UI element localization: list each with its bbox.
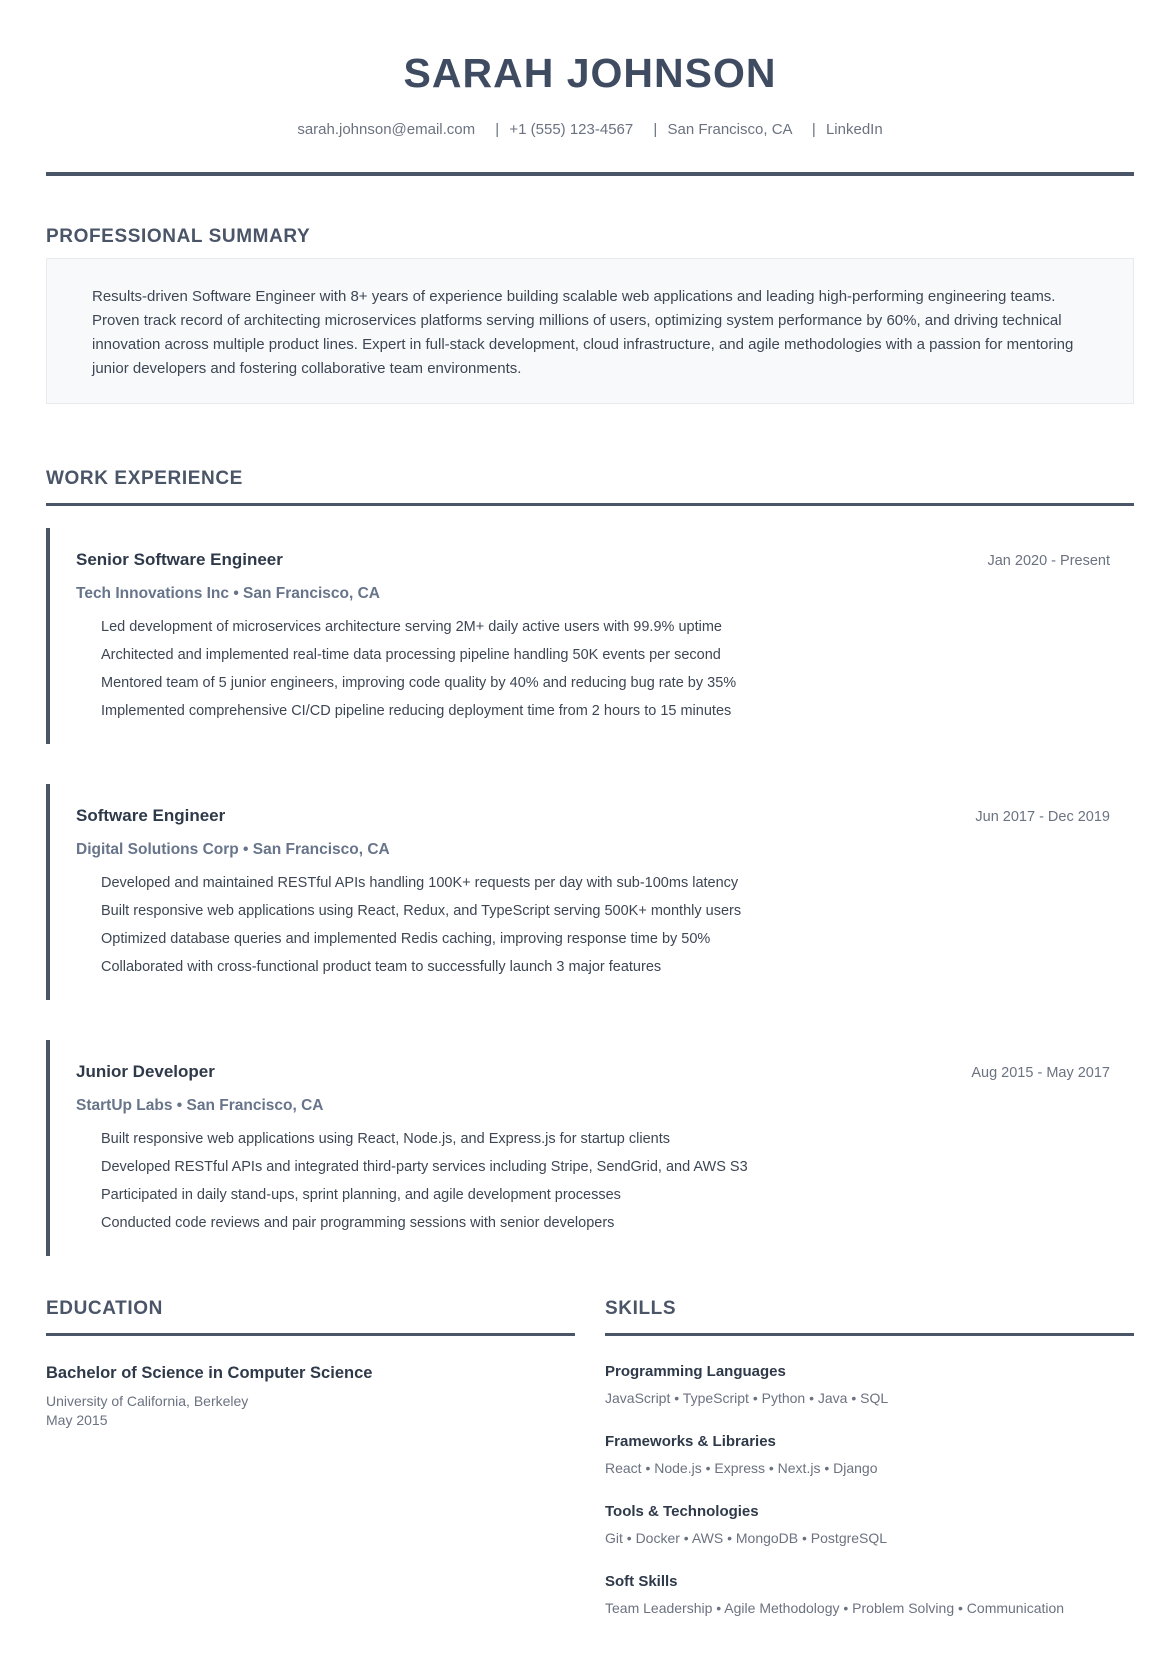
skill-group-label: Soft Skills bbox=[605, 1573, 678, 1590]
experience-heading: WORK EXPERIENCE bbox=[46, 468, 1134, 506]
bullet-item: Optimized database queries and implemented Redis caching, improving response time by 50% bbox=[101, 931, 711, 947]
job-bullets bbox=[76, 619, 1110, 720]
contact-separator: | bbox=[653, 121, 658, 138]
job-title: Software Engineer bbox=[76, 806, 226, 825]
contact-line bbox=[46, 121, 1134, 138]
resume-header bbox=[46, 50, 1134, 176]
summary-box bbox=[46, 258, 1134, 404]
skills-heading: SKILLS bbox=[605, 1298, 1134, 1336]
summary-heading: PROFESSIONAL SUMMARY bbox=[46, 226, 311, 247]
contact-phone: +1 (555) 123-4567 bbox=[509, 121, 634, 138]
job-company: Tech Innovations Inc • San Francisco, CA bbox=[76, 585, 381, 602]
job-dates: Aug 2015 - May 2017 bbox=[971, 1065, 1110, 1081]
contact-separator: | bbox=[811, 121, 816, 138]
job-header bbox=[76, 550, 1110, 570]
degree-title: Bachelor of Science in Computer Science bbox=[46, 1364, 373, 1382]
job-bullets bbox=[76, 1131, 1110, 1232]
contact-linkedin-link[interactable]: LinkedIn bbox=[825, 121, 883, 138]
job-company: StartUp Labs • San Francisco, CA bbox=[76, 1097, 324, 1114]
bullet-item: Led development of microservices architecture serving 2M+ daily active users with 99.9% uptime bbox=[101, 619, 722, 635]
bullet-item: Collaborated with cross-functional product team to successfully launch 3 major features bbox=[101, 959, 662, 975]
skill-group-items: JavaScript • TypeScript • Python • Java • SQL bbox=[605, 1390, 889, 1406]
bullet-item: Mentored team of 5 junior engineers, improving code quality by 40% and reducing bug rate by 35% bbox=[101, 675, 737, 691]
summary-section bbox=[46, 226, 1134, 404]
bullet-item: Developed and maintained RESTful APIs handling 100K+ requests per day with sub-100ms latency bbox=[101, 875, 739, 891]
job-list bbox=[46, 528, 1134, 1256]
skills-section bbox=[605, 1298, 1134, 1616]
skill-group-items: Team Leadership • Agile Methodology • Problem Solving • Communication bbox=[605, 1600, 1065, 1616]
bullet-item: Architected and implemented real-time data processing pipeline handling 50K events per second bbox=[101, 647, 721, 663]
skill-group bbox=[605, 1573, 1134, 1616]
job-company: Digital Solutions Corp • San Francisco, CA bbox=[76, 841, 390, 858]
job-title: Junior Developer bbox=[76, 1062, 215, 1081]
job-entry bbox=[46, 528, 1134, 744]
education-section bbox=[46, 1298, 575, 1616]
job-header bbox=[76, 1062, 1110, 1082]
contact-email: sarah.johnson@email.com bbox=[297, 121, 476, 138]
graduation-date: May 2015 bbox=[46, 1412, 108, 1428]
skill-group-label: Frameworks & Libraries bbox=[605, 1433, 776, 1450]
job-dates: Jan 2020 - Present bbox=[987, 553, 1110, 569]
skill-group bbox=[605, 1363, 1134, 1406]
bullet-item: Participated in daily stand-ups, sprint planning, and agile development processes bbox=[101, 1187, 621, 1203]
education-heading: EDUCATION bbox=[46, 1298, 575, 1336]
job-entry bbox=[46, 784, 1134, 1000]
bottom-section bbox=[46, 1298, 1134, 1616]
skill-group-items: React • Node.js • Express • Next.js • Django bbox=[605, 1460, 878, 1476]
bullet-item: Developed RESTful APIs and integrated third-party services including Stripe, SendGrid, and AWS S3 bbox=[101, 1159, 748, 1175]
job-bullets bbox=[76, 875, 1110, 976]
header-divider bbox=[46, 172, 1134, 176]
bullet-item: Conducted code reviews and pair programming sessions with senior developers bbox=[101, 1215, 615, 1231]
contact-location: San Francisco, CA bbox=[667, 121, 792, 138]
skill-group-items: Git • Docker • AWS • MongoDB • PostgreSQL bbox=[605, 1530, 888, 1546]
summary-text: Results-driven Software Engineer with 8+ years of experience building scalable web applications and leading high-performing engineering teams. Proven track record of architecting microservices platforms serving millions of users, optimizing system performance by 60%, and driving technical innovation across multiple product lines. Expert in full-stack development, cloud infrastructure, and agile methodologies with a passion for mentoring junior developers and fostering collaborative team environments. bbox=[92, 288, 1074, 377]
school-name: University of California, Berkeley bbox=[46, 1393, 249, 1409]
job-dates: Jun 2017 - Dec 2019 bbox=[975, 809, 1110, 825]
skill-group bbox=[605, 1503, 1134, 1546]
job-header bbox=[76, 806, 1110, 826]
bullet-item: Built responsive web applications using React, Redux, and TypeScript serving 500K+ monthly users bbox=[101, 903, 742, 919]
job-entry bbox=[46, 1040, 1134, 1256]
experience-section bbox=[46, 468, 1134, 1256]
job-title: Senior Software Engineer bbox=[76, 550, 283, 569]
skill-group bbox=[605, 1433, 1134, 1476]
contact-separator: | bbox=[495, 121, 500, 138]
skill-group-label: Programming Languages bbox=[605, 1363, 786, 1380]
skill-group-label: Tools & Technologies bbox=[605, 1503, 759, 1520]
bullet-item: Implemented comprehensive CI/CD pipeline reducing deployment time from 2 hours to 15 minutes bbox=[101, 703, 732, 719]
person-name: SARAH JOHNSON bbox=[403, 50, 777, 96]
bullet-item: Built responsive web applications using React, Node.js, and Express.js for startup clients bbox=[101, 1131, 671, 1147]
